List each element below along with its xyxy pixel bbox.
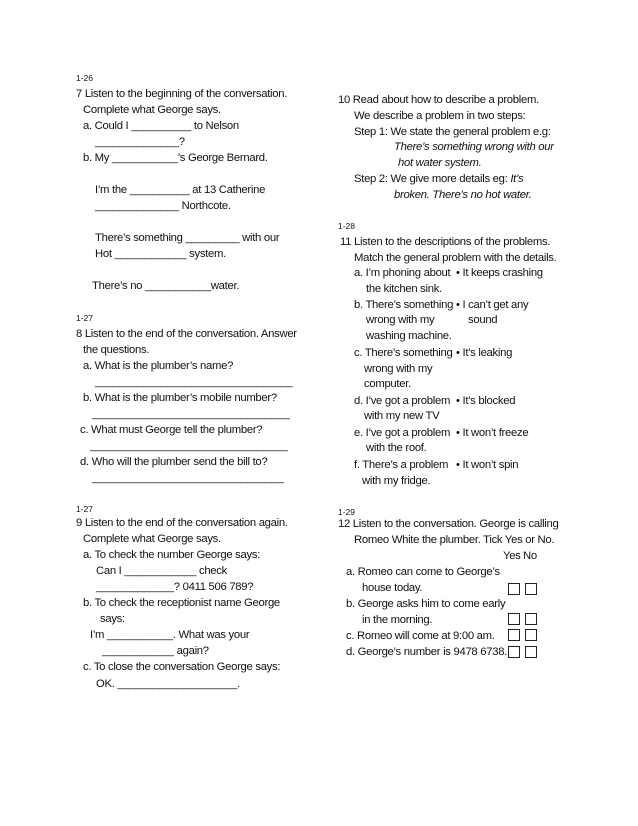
exercise-10-title: 10 Read about how to describe a problem. [338, 94, 539, 106]
ex8-answer-line-a: _________________________________ [95, 376, 293, 388]
ex7-item-d-cont: Hot ____________ system. [95, 248, 226, 260]
ex12-statement-c: c. Romeo will come at 9:00 am. [346, 630, 495, 642]
ex11-problem-e-cont: with the roof. [366, 442, 427, 454]
ex11-problem-b-cont2: washing machine. [366, 330, 452, 342]
ex10-step-2-example: It’s [510, 173, 524, 185]
ex9-item-a-line1: Can I ____________ check [96, 565, 227, 577]
exercise-12-title: 12 Listen to the conversation. George is calling [338, 518, 559, 530]
ex11-problem-b-cont: wrong with my [366, 314, 435, 326]
exercise-7-title: 7 Listen to the beginning of the conversation. [76, 88, 288, 100]
ex11-problem-c: c. There’s something [354, 347, 453, 359]
yes-column-header: Yes [503, 550, 521, 562]
ex12-c-yes-checkbox[interactable] [508, 629, 520, 641]
ex7-item-b: b. My ___________’s George Bernard. [83, 152, 268, 164]
ex11-problem-d-cont: with my new TV [364, 410, 440, 422]
ex12-statement-a: a. Romeo can come to George’s [346, 566, 500, 578]
ex11-problem-a-cont: the kitchen sink. [366, 283, 442, 295]
ex9-item-c-line1: OK. ____________________. [96, 678, 240, 690]
exercise-11-title: 11 Listen to the descriptions of the problems. [340, 236, 551, 248]
ex8-question-d: d. Who will the plumber send the bill to? [80, 456, 268, 468]
ex11-detail-5: • It won’t freeze [456, 427, 529, 439]
ex12-c-no-checkbox[interactable] [525, 629, 537, 641]
ex11-problem-f: f. There’s a problem [354, 459, 449, 471]
exercise-9-title: 9 Listen to the end of the conversation again. [76, 517, 288, 529]
ex11-problem-f-cont: with my fridge. [362, 475, 431, 487]
ex12-statement-b: b. George asks him to come early [346, 598, 506, 610]
ex9-item-b-line2: ____________ again? [102, 645, 209, 657]
ex12-statement-d: d. George’s number is 9478 6738. [346, 646, 508, 658]
ex11-problem-a: a. I’m phoning about [354, 267, 451, 279]
exercise-8-instruction: the questions. [83, 344, 150, 356]
ex12-d-no-checkbox[interactable] [525, 646, 537, 658]
ex10-step-1: Step 1: We state the general problem e.g: [354, 126, 551, 138]
exercise-11-instruction: Match the general problem with the details. [354, 252, 557, 264]
ex11-detail-3: • It’s leaking [456, 347, 513, 359]
exercise-9-instruction: Complete what George says. [83, 533, 221, 545]
track-1-28: 1-28 [338, 221, 356, 231]
ex7-item-e: There’s no ___________water. [92, 280, 240, 292]
ex10-step-1-example: There’s something wrong with our [394, 141, 554, 153]
ex7-item-d: There’s something _________ with our [95, 232, 280, 244]
ex11-problem-b: b. There’s something [354, 299, 454, 311]
ex10-step-1-example-cont: hot water system. [398, 157, 482, 169]
ex8-answer-line-b: _________________________________ [92, 408, 290, 420]
track-1-27-b: 1-27 [76, 504, 94, 514]
track-1-26: 1-26 [76, 73, 94, 83]
exercise-7-instruction: Complete what George says. [83, 104, 221, 116]
ex7-item-a-blank: ______________? [95, 136, 185, 148]
ex11-detail-1: • It keeps crashing [456, 267, 543, 279]
ex10-step-2-label: Step 2: We give more details eg: [354, 173, 508, 185]
ex11-detail-2-cont: sound [468, 314, 498, 326]
ex7-item-c: I’m the __________ at 13 Catherine [95, 184, 266, 196]
ex11-detail-2: • I can’t get any [456, 299, 529, 311]
track-1-27-a: 1-27 [76, 313, 94, 323]
exercise-8-title: 8 Listen to the end of the conversation. Answer [76, 328, 297, 340]
exercise-10-instruction: We describe a problem in two steps: [354, 110, 526, 122]
ex7-item-a: a. Could I __________ to Nelson [83, 120, 239, 132]
ex10-step-2-example-cont: broken. There’s no hot water. [394, 189, 532, 201]
ex12-statement-a-cont: house today. [362, 582, 423, 594]
exercise-12-instruction: Romeo White the plumber. Tick Yes or No. [354, 534, 555, 546]
ex8-question-c: c. What must George tell the plumber? [80, 424, 263, 436]
ex12-a-no-checkbox[interactable] [525, 583, 537, 595]
ex12-b-yes-checkbox[interactable] [508, 613, 520, 625]
ex9-item-b-cont: says: [100, 613, 125, 625]
ex8-answer-line-d: ________________________________ [92, 472, 284, 484]
ex11-problem-c-cont: wrong with my [364, 363, 433, 375]
ex9-item-c: c. To close the conversation George says: [83, 661, 281, 673]
no-column-header: No [523, 550, 537, 562]
ex8-question-a: a. What is the plumber’s name? [83, 360, 234, 372]
ex8-answer-line-c: _________________________________ [90, 440, 288, 452]
ex11-detail-4: • It’s blocked [456, 395, 516, 407]
ex12-statement-b-cont: in the morning. [362, 614, 433, 626]
ex9-item-b: b. To check the receptionist name George [83, 597, 280, 609]
ex10-step-2 [354, 172, 523, 186]
ex11-problem-c-cont2: computer. [364, 378, 411, 390]
ex12-d-yes-checkbox[interactable] [508, 646, 520, 658]
ex9-item-a: a. To check the number George says: [83, 549, 261, 561]
ex11-problem-e: e. I’ve got a problem [354, 427, 451, 439]
ex7-item-c-blank: ______________ Northcote. [95, 200, 231, 212]
ex8-question-b: b. What is the plumber’s mobile number? [83, 392, 277, 404]
ex12-a-yes-checkbox[interactable] [508, 583, 520, 595]
ex11-problem-d: d. I’ve got a problem [354, 395, 451, 407]
ex9-item-b-line1: I’m ___________. What was your [90, 629, 250, 641]
track-1-29: 1-29 [338, 507, 356, 517]
ex12-b-no-checkbox[interactable] [525, 613, 537, 625]
ex9-item-a-line2: _____________? 0411 506 789? [96, 581, 254, 593]
ex11-detail-6: • It won’t spin [456, 459, 519, 471]
